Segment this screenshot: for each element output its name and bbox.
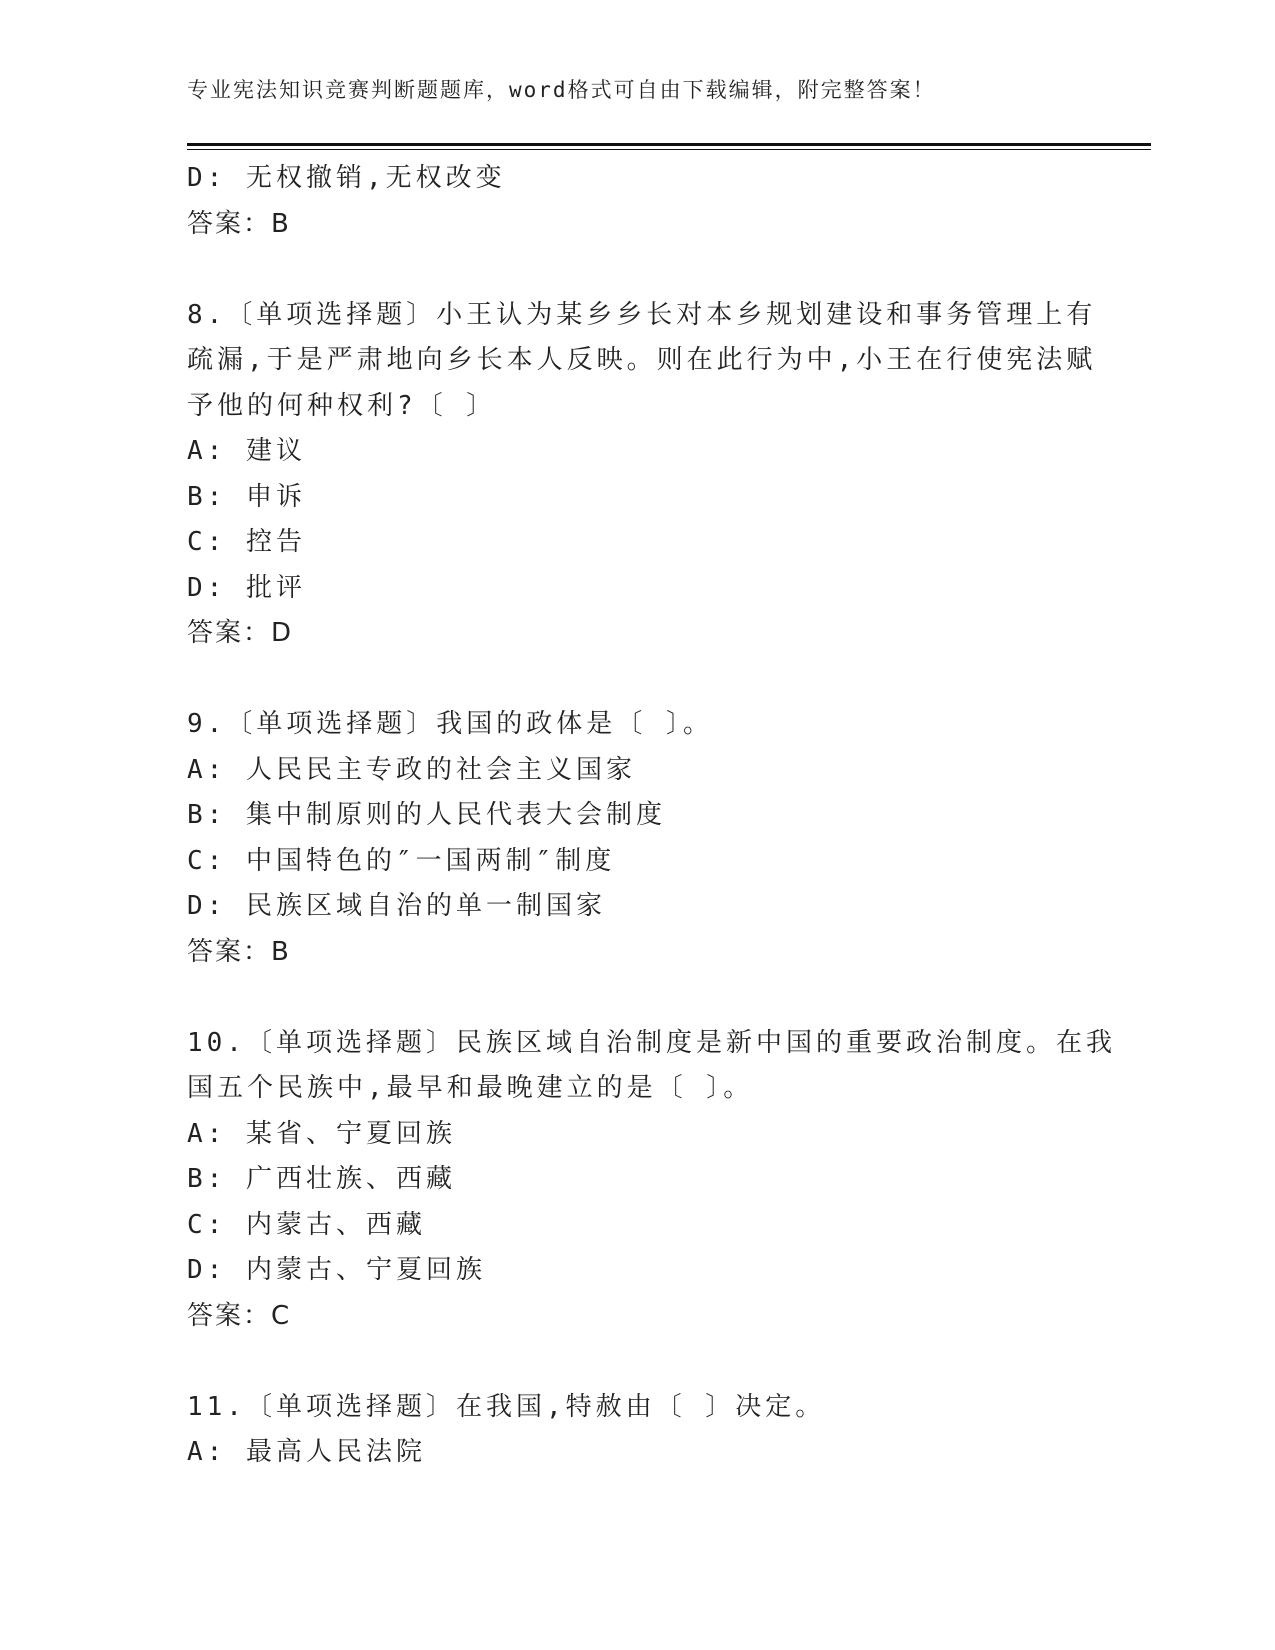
- question-9: [187, 702, 1087, 975]
- header-rule-thin: [187, 149, 1151, 150]
- question-text: 8.〔单项选择题〕小王认为某乡乡长对本乡规划建设和事务管理上有: [187, 299, 1097, 330]
- option-c: C: 内蒙古、西藏: [187, 1209, 426, 1240]
- answer: 答案：C: [187, 1300, 292, 1331]
- option-b: B: 广西壮族、西藏: [187, 1164, 456, 1194]
- question-10: [187, 1021, 1116, 1340]
- spacer: [187, 975, 1087, 1021]
- question-11: [187, 1385, 1087, 1476]
- question-8: [187, 293, 1097, 657]
- question-body: [187, 156, 1116, 1476]
- option-b: B: 集中制原则的人民代表大会制度: [187, 800, 666, 830]
- option-d: D: 批评: [187, 572, 306, 603]
- question-text: 疏漏,于是严肃地向乡长本人反映。则在此行为中,小王在行使宪法赋: [187, 345, 1097, 375]
- option-d: D: 内蒙古、宁夏回族: [187, 1255, 486, 1285]
- spacer: [187, 247, 1087, 293]
- spacer: [187, 657, 1087, 703]
- question-text: 11.〔单项选择题〕在我国,特赦由〔 〕决定。: [187, 1391, 826, 1422]
- option-d: D: 民族区域自治的单一制国家: [187, 891, 606, 921]
- option-a: A: 最高人民法院: [187, 1437, 426, 1467]
- option-a: A: 某省、宁夏回族: [187, 1118, 456, 1149]
- question-text: 予他的何种权利?〔 〕: [187, 390, 497, 421]
- page-header: 专业宪法知识竞赛判断题题库，word格式可自由下载编辑，附完整答案！: [187, 78, 936, 102]
- header-rule-thick: [187, 143, 1151, 146]
- question-text: 国五个民族中,最早和最晚建立的是〔 〕。: [187, 1073, 754, 1103]
- spacer: [187, 1339, 1087, 1385]
- question-text: 9.〔单项选择题〕我国的政体是〔 〕。: [187, 709, 713, 739]
- answer: 答案：D: [187, 618, 294, 648]
- answer: 答案：B: [187, 936, 291, 967]
- answer: 答案：B: [187, 208, 291, 239]
- option-a: A: 人民民主专政的社会主义国家: [187, 754, 636, 785]
- option-c: C: 控告: [187, 527, 306, 557]
- question-text: 10.〔单项选择题〕民族区域自治制度是新中国的重要政治制度。在我: [187, 1027, 1116, 1058]
- option-b: B: 申诉: [187, 481, 306, 512]
- option-c: C: 中国特色的″一国两制″制度: [187, 845, 616, 876]
- option-d: D: 无权撤销,无权改变: [187, 163, 506, 193]
- option-a: A: 建议: [187, 436, 306, 466]
